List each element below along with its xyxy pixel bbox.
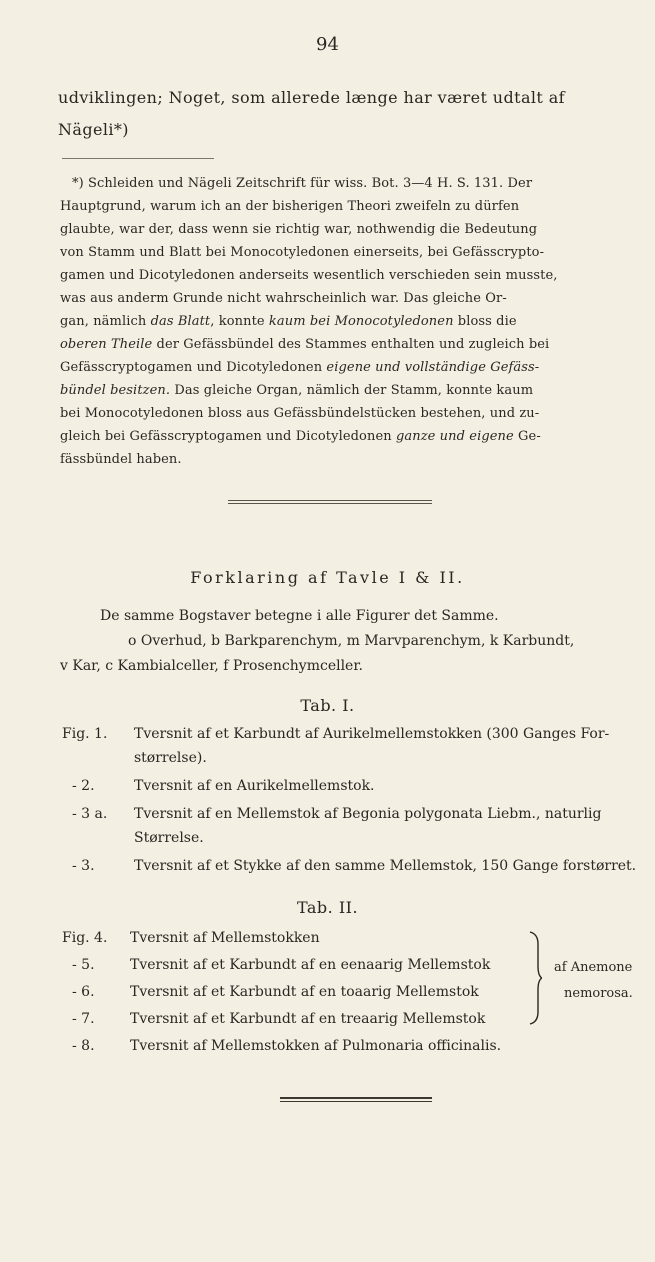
footnote-line: *) Schleiden und Nägeli Zeitschrift für wiss. Bot. 3—4 H. S. 131. Der (72, 176, 533, 191)
figure-label: - 3 a. (72, 806, 108, 822)
figure-label: - 8. (72, 1038, 95, 1054)
tab-2-title: Tab. II. (296, 898, 359, 917)
footnote-text: Gefässcryptogamen und Dicotyledonen (60, 360, 327, 375)
figure-caption: Tversnit af en Aurikelmellemstok. (134, 778, 375, 794)
footnote-separator (62, 158, 214, 159)
footnote-line: gamen und Dicotyledonen anderseits wesentlich verschieden sein musste, (60, 268, 558, 283)
footnote-text: Ge- (513, 429, 541, 444)
figure-label: - 2. (72, 778, 95, 794)
footnote-text: der Gefässbündel des Stammes enthalten und zugleich bei (152, 337, 550, 352)
explanation-line: De samme Bogstaver betegne i alle Figurer det Samme. (100, 608, 499, 624)
figure-caption: Tversnit af et Karbundt af en toaarig Mellemstok (130, 984, 479, 1000)
page-number: 94 (316, 34, 339, 55)
figure-caption-cont: størrelse). (134, 750, 207, 766)
figure-caption: Tversnit af et Karbundt af en eenaarig Mellemstok (130, 957, 491, 973)
figure-caption: Tversnit af et Karbundt af Aurikelmellemstokken (300 Ganges For- (134, 726, 610, 742)
species-note: nemorosa. (564, 986, 633, 1001)
figure-label: Fig. 4. (62, 930, 108, 946)
closing-rule (280, 1101, 432, 1102)
species-note: af Anemone (554, 960, 633, 975)
footnote-emphasis: oberen Theile (60, 337, 153, 352)
figure-caption: Tversnit af Mellemstokken af Pulmonaria officinalis. (130, 1038, 502, 1054)
figure-caption: Tversnit af et Stykke af den samme Mellemstok, 150 Gange forstørret. (134, 858, 637, 874)
footnote-text: gleich bei Gefässcryptogamen und Dicotyledonen (60, 429, 396, 444)
footnote-emphasis: kaum bei Monocotyledonen (268, 314, 454, 329)
footnote-line (60, 429, 541, 444)
footnote-text: bloss die (453, 314, 517, 329)
footnote-emphasis: ganze und eigene (395, 429, 514, 444)
footnote-line: glaubte, war der, dass wenn sie richtig war, nothwendig die Bedeutung (60, 222, 538, 237)
footnote-emphasis: eigene und vollständige Gefäss- (326, 360, 540, 375)
figure-label: Fig. 1. (62, 726, 108, 742)
figure-label: - 3. (72, 858, 95, 874)
figure-caption: Tversnit af Mellemstokken (130, 930, 320, 946)
body-text-line: udviklingen; Noget, som allerede længe har været udtalt af (58, 88, 565, 107)
explanation-line: o Overhud, b Barkparenchym, m Marvparenchym, k Karbundt, (128, 633, 575, 649)
footnote-line (60, 383, 533, 398)
footnote-text: , konnte (210, 314, 269, 329)
footnote-line (60, 314, 517, 329)
footnote-line: was aus anderm Grunde nicht wahrscheinlich war. Das gleiche Or- (60, 291, 507, 306)
footnote-line: fässbündel haben. (60, 452, 182, 467)
section-divider (228, 500, 432, 504)
figure-caption: Tversnit af en Mellemstok af Begonia polygonata Liebm., naturlig (134, 806, 602, 822)
figure-label: - 5. (72, 957, 95, 973)
footnote-emphasis: bündel besitzen. (60, 383, 171, 398)
figure-label: - 7. (72, 1011, 95, 1027)
footnote-text: Das gleiche Organ, nämlich der Stamm, konnte kaum (170, 383, 534, 398)
curly-brace-icon (528, 930, 542, 1026)
footnote-text: gan, nämlich (60, 314, 151, 329)
footnote-line: Hauptgrund, warum ich an der bisherigen Theori zweifeln zu dürfen (60, 199, 520, 214)
explanation-heading: Forklaring af Tavle I & II. (190, 568, 465, 587)
footnote-line (60, 337, 549, 352)
figure-caption-cont: Størrelse. (134, 830, 204, 846)
figure-label: - 6. (72, 984, 95, 1000)
tab-1-title: Tab. I. (300, 696, 355, 715)
footnote-line (60, 360, 539, 375)
explanation-line: v Kar, c Kambialceller, f Prosenchymceller. (60, 658, 363, 674)
figure-caption: Tversnit af et Karbundt af en treaarig Mellemstok (130, 1011, 486, 1027)
footnote-line: von Stamm und Blatt bei Monocotyledonen einerseits, bei Gefässcrypto- (60, 245, 545, 260)
closing-rule (280, 1097, 432, 1099)
body-text-line: Nägeli*) (58, 120, 129, 139)
footnote-emphasis: das Blatt (150, 314, 211, 329)
footnote-line: bei Monocotyledonen bloss aus Gefässbündelstücken bestehen, und zu- (60, 406, 540, 421)
